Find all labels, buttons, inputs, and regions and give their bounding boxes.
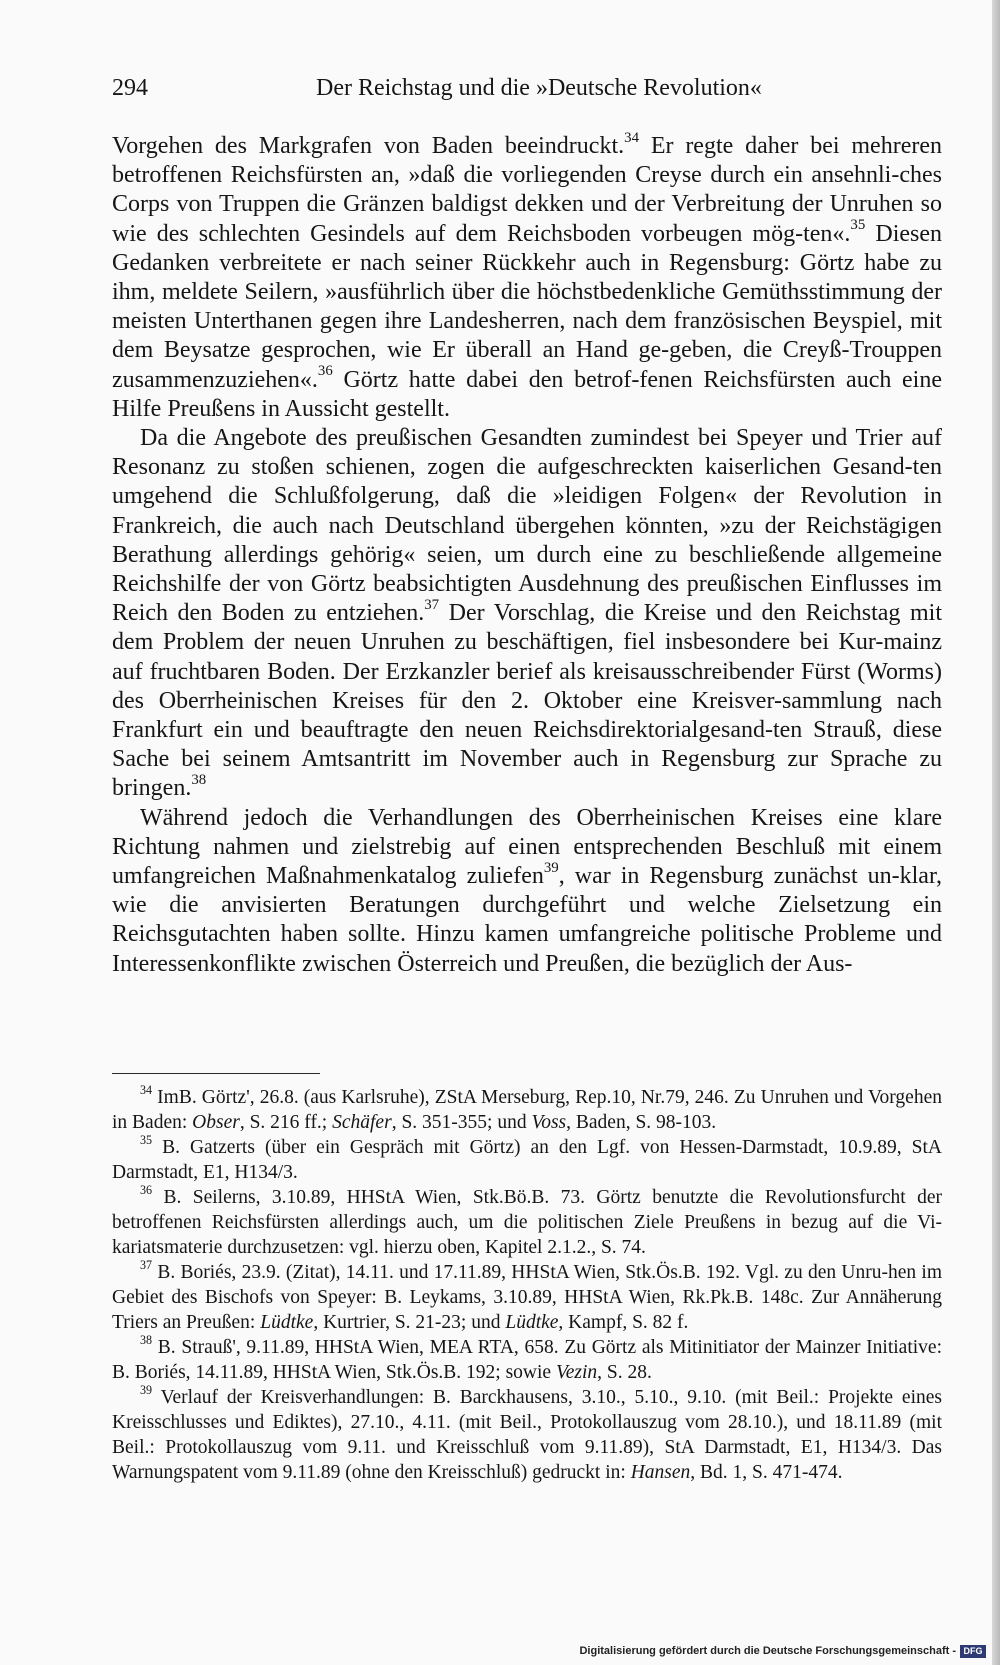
text-run: , Bd. 1, S. 471-474. <box>690 1462 843 1483</box>
footnote-number: 35 <box>140 1132 153 1147</box>
text-run: , Kurtrier, S. 21-23; und <box>313 1312 506 1333</box>
text-run: B. Strauß', 9.11.89, HHStA Wien, MEA RTA, 658. Zu Görtz als Mitinitiator der Mainzer Initiative: B. Boriés, 14.11.89, HHStA Wien, Stk.Ös.B. 192; sowie <box>112 1337 942 1383</box>
footnote-ref-37[interactable]: 37 <box>424 597 440 614</box>
text-run: , Kampf, S. 82 f. <box>558 1312 689 1333</box>
text-run: , S. 28. <box>597 1362 652 1383</box>
digitization-credit: Digitalisierung gefördert durch die Deutsche Forschungsgemeinschaft - <box>579 1645 956 1657</box>
main-text <box>112 129 943 979</box>
footnote-number: 36 <box>140 1182 153 1197</box>
running-head <box>112 70 942 106</box>
text-run: Er regte daher bei mehreren betroffenen Reichsfürsten an, »daß die vorliegenden Creyse durch ein ansehnli-ches Corps von Truppen die Gränzen baldigst dekken und der Verbreitung der Unruhen so wie des schlechten Gesindels auf dem Reichsboden vorbeugen mög-ten«. <box>112 133 943 247</box>
text-run: , Baden, S. 98-103. <box>566 1112 717 1133</box>
footnote-36 <box>112 1182 942 1260</box>
footnote-34 <box>112 1082 942 1135</box>
footnote-ref-39[interactable]: 39 <box>543 859 559 876</box>
text-run: , war in Regensburg zunächst un-klar, wie die anvisierten Beratungen durchgeführt und welche Zielsetzung ein Reichsgutachten haben sollte. Hinzu kamen umfangreiche politische Probleme und Interessenkonflikte zwischen Österreich und Preußen, die bezüglich der Aus- <box>112 863 942 977</box>
author-name: Schäfer <box>332 1112 392 1133</box>
running-title: Der Reichstag und die »Deutsche Revolution« <box>316 75 762 101</box>
text-run: B. Boriés, 23.9. (Zitat), 14.11. und 17.11.89, HHStA Wien, Stk.Ös.B. 192. Vgl. zu den Unru-hen im Gebiet des Bischofs von Speyer: B. Leykams, 3.10.89, HHStA Wien, Rk.Pk.B. 148c. Zur Annäherung Triers an Preußen: <box>112 1262 942 1333</box>
text-run: , S. 351-355; und <box>391 1112 532 1133</box>
author-name: Voss <box>531 1112 567 1133</box>
text-run: Diesen Gedanken verbreitete er nach seiner Rückkehr auch in Regensburg: Görtz habe zu ihm, meldete Seilern, »ausführlich über die höchstbedenkliche Gemüthsstimmung der meisten Unterthanen gegen ihre Landesherren, nach dem französischen Beyspiel, mit dem Beysatze gesprochen, wie Er überall an Hand ge-geben, die Creyß-Trouppen zusammenzuziehen«. <box>112 220 943 393</box>
text-run: Görtz hatte dabei den betrof-fenen Reichsfürsten auch eine Hilfe Preußens in Aussicht gestellt. <box>112 366 942 422</box>
text-run: B. Gatzerts (über ein Gespräch mit Görtz) an den Lgf. von Hessen-Darmstadt, 10.9.89, StA Darmstadt, E1, H134/3. <box>112 1137 942 1183</box>
text-run: , S. 216 ff.; <box>239 1112 333 1133</box>
text-run: Da die Angebote des preußischen Gesandten zumindest bei Speyer und Trier auf Resonanz zu stoßen schienen, zogen die aufgeschreckten kaiserlichen Gesand-ten umgehend die Schlußfolgerung, daß die »leidigen Folgen« der Revolution in Frankreich, die auch nach Deutschland übergehen könnten, »zu der Reichstägigen Berathung allerdings gehörig« seien, um durch eine zu beschließende allgemeine Reichshilfe der von Görtz beabsichtigten Ausdehnung des preußischen Einflusses im Reich den Boden zu entziehen. <box>112 425 942 627</box>
footnote-ref-35[interactable]: 35 <box>850 217 866 234</box>
author-name: Lüdtke <box>505 1312 559 1333</box>
paragraph-2 <box>112 424 942 804</box>
footnotes <box>112 1082 942 1485</box>
author-name: Lüdtke <box>260 1312 314 1333</box>
footnote-39 <box>112 1382 942 1485</box>
footnote-38 <box>112 1332 942 1385</box>
footnote-35 <box>112 1132 942 1185</box>
paragraph-1 <box>112 129 943 424</box>
footnote-ref-34[interactable]: 34 <box>624 129 639 146</box>
text-run: Während jedoch die Verhandlungen des Oberrheinischen Kreises eine klare Richtung nahmen und zielstrebig auf einen entsprechenden Beschluß mit einem umfangreichen Maßnahmenkatalog zuliefen <box>112 804 942 890</box>
paragraph-3 <box>112 804 942 979</box>
text-run: Der Vorschlag, die Kreise und den Reichstag mit dem Problem der neuen Unruhen zu beschäftigen, fiel insbesondere bei Kur-mainz auf fruchtbaren Boden. Der Erzkanzler berief als kreisausschreibender Fürst (Worms) des Oberrheinischen Kreises für den 2. Oktober eine Kreisver-sammlung nach Frankfurt ein und beauftragte den neuen Reichsdirektorialgesand-ten Strauß, diese Sache bei seinem Amtsantritt im November auch in Regensburg zur Sprache zu bringen. <box>112 600 942 802</box>
author-name: Hansen <box>630 1462 691 1483</box>
footnote-number: 38 <box>140 1332 153 1347</box>
text-run: ImB. Görtz', 26.8. (aus Karlsruhe), ZStA Merseburg, Rep.10, Nr.79, 246. Zu Unruhen und Vorgehen in Baden: <box>112 1087 942 1133</box>
author-name: Vezin <box>555 1362 598 1383</box>
text-run: Vorgehen des Markgrafen von Baden beeindruckt. <box>112 133 625 159</box>
text-run: Verlauf der Kreisverhandlungen: B. Barckhausens, 3.10., 5.10., 9.10. (mit Beil.: Projekte eines Kreisschlusses und Ediktes), 27.10., 4.11. (mit Beil., Protokollauszug vom 28.10.), und 18.11.89 (mit Beil.: Protokollauszug vom 9.11. und Kreisschluß vom 9.11.89), StA Darmstadt, E1, H134/3. Das Warnungspatent vom 9.11.89 (ohne den Kreisschluß) gedruckt in: <box>112 1387 942 1483</box>
dfg-logo: DFG <box>960 1645 986 1658</box>
page-number: 294 <box>112 75 148 101</box>
footnote-number: 37 <box>140 1257 153 1272</box>
page-edge-shadow <box>992 0 1000 1665</box>
footnote-ref-36[interactable]: 36 <box>317 363 333 380</box>
footnote-37 <box>112 1257 942 1335</box>
author-name: Obser <box>192 1112 240 1133</box>
footnote-divider <box>112 1073 320 1074</box>
footnote-number: 34 <box>140 1082 153 1097</box>
text-run: B. Seilerns, 3.10.89, HHStA Wien, Stk.Bö.B. 73. Görtz benutzte die Revolutionsfurcht der betroffenen Reichsfürsten allerdings auch, um die politischen Ziele Preußens in bezug auf die Vi-kariatsmaterie durchzusetzen: vgl. hierzu oben, Kapitel 2.1.2., S. 74. <box>112 1187 942 1258</box>
footnote-ref-38[interactable]: 38 <box>191 772 207 789</box>
footnote-number: 39 <box>140 1382 153 1397</box>
